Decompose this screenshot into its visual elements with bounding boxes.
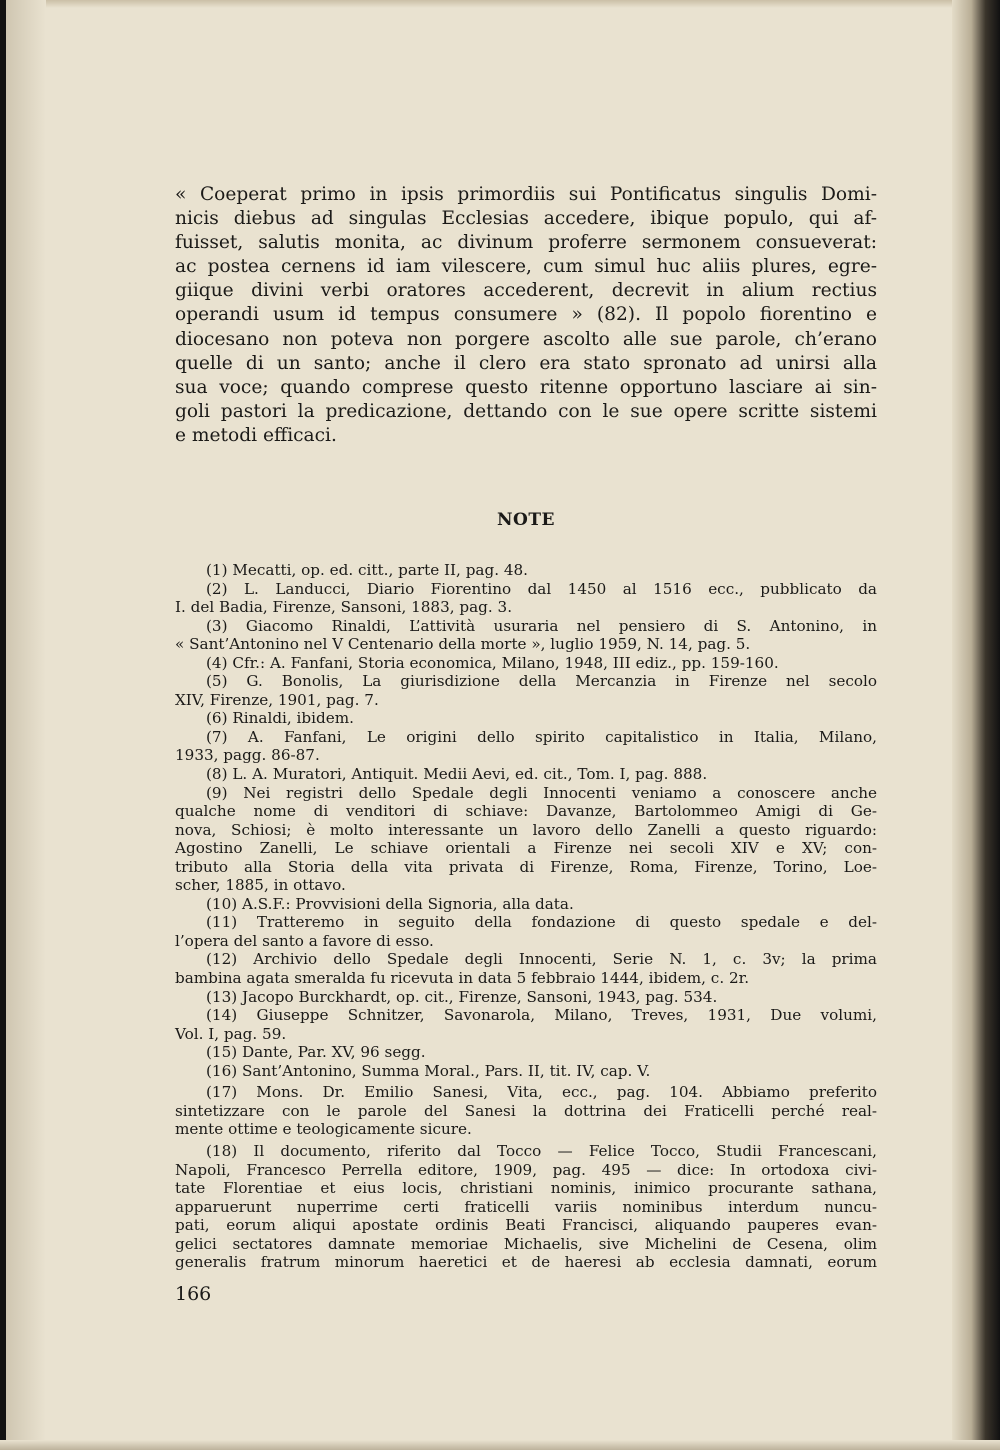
body-line: operandi usum id tempus consumere » (82). Il popolo fiorentino e — [175, 304, 877, 326]
body-line: nicis diebus ad singulas Ecclesias accedere, ibique populo, qui af- — [175, 208, 877, 230]
footnote — [175, 1083, 877, 1139]
footnote-line: (15) Dante, Par. XV, 96 segg. — [206, 1043, 426, 1062]
footnote — [175, 672, 877, 709]
footnote — [175, 1006, 877, 1043]
footnote-line: scher, 1885, in ottavo. — [175, 876, 346, 895]
footnote-line: (17) Mons. Dr. Emilio Sanesi, Vita, ecc., pag. 104. Abbiamo preferito — [206, 1083, 877, 1102]
body-paragraph — [175, 183, 877, 448]
footnote — [175, 950, 877, 987]
footnote-line: Napoli, Francesco Perrella editore, 1909, pag. 495 — dice: In ortodoxa civi- — [175, 1160, 877, 1179]
footnote-line: XIV, Firenze, 1901, pag. 7. — [175, 690, 379, 709]
footnote — [175, 709, 877, 728]
page-top-edge — [0, 0, 1000, 8]
footnote-line: (10) A.S.F.: Provvisioni della Signoria, alla data. — [206, 894, 574, 913]
footnote — [175, 988, 877, 1007]
footnote — [175, 654, 877, 673]
footnote-line: tributo alla Storia della vita privata di Firenze, Roma, Firenze, Torino, Loe- — [175, 857, 877, 876]
footnote-line: generalis fratrum minorum haeretici et de haeresi ab ecclesia damnati, eorum — [175, 1253, 877, 1272]
footnote-line: nova, Schiosi; è molto interessante un lavoro dello Zanelli a questo riguardo: — [175, 820, 877, 839]
footnote-line: 1933, pagg. 86-87. — [175, 746, 320, 765]
body-line: ac postea cernens id iam vilescere, cum simul huc aliis plures, egre- — [175, 256, 877, 278]
footnote-line: sintetizzare con le parole del Sanesi la dottrina dei Fraticelli perché real- — [175, 1101, 877, 1120]
footnote — [175, 784, 877, 895]
page-right-edge — [952, 0, 1000, 1450]
footnote-line: pati, eorum aliqui apostate ordinis Beati Francisci, aliquando pauperes evan- — [175, 1216, 877, 1235]
body-line: sua voce; quando comprese questo ritenne opportuno lasciare ai sin- — [175, 376, 877, 398]
footnote-line: (1) Mecatti, op. ed. citt., parte II, pag. 48. — [206, 561, 529, 579]
footnote-line: bambina agata smeralda fu ricevuta in data 5 febbraio 1444, ibidem, c. 2r. — [175, 969, 750, 988]
footnote-line: tate Florentiae et eius locis, christiani nominis, inimico procurante sathana, — [175, 1179, 877, 1198]
footnote-line: gelici sectatores damnate memoriae Michaelis, sive Michelini de Cesena, olim — [175, 1234, 877, 1253]
footnote — [175, 580, 877, 617]
footnote — [175, 1043, 877, 1062]
footnote-line: (12) Archivio dello Spedale degli Innocenti, Serie N. 1, c. 3v; la prima — [206, 950, 877, 969]
footnote-line: (9) Nei registri dello Spedale degli Innocenti veniamo a conoscere anche — [206, 783, 877, 802]
footnote-line: (2) L. Landucci, Diario Fiorentino dal 1450 al 1516 ecc., pubblicato da — [206, 579, 877, 598]
footnote-line: l’opera del santo a favore di esso. — [175, 931, 434, 950]
body-line: giique divini verbi oratores accederent, decrevit in alium rectius — [175, 280, 877, 302]
footnote-line: (3) Giacomo Rinaldi, L’attività usuraria nel pensiero di S. Antonino, in — [206, 616, 877, 635]
footnote — [175, 617, 877, 654]
footnote-line: apparuerunt nuperrime certi fraticelli variis nominibus interdum nuncu- — [175, 1197, 877, 1216]
footnote-line: Agostino Zanelli, Le schiave orientali a Firenze nei secoli XIV e XV; con- — [175, 839, 877, 858]
footnote-line: (8) L. A. Muratori, Antiquit. Medii Aevi, ed. cit., Tom. I, pag. 888. — [206, 765, 708, 784]
page-bottom-edge — [0, 1440, 1000, 1450]
body-line: fuisset, salutis monita, ac divinum proferre sermonem consueverat: — [175, 232, 877, 254]
notes-heading: NOTE — [497, 510, 555, 530]
footnotes — [175, 561, 877, 1272]
body-line: quelle di un santo; anche il clero era stato spronato ad unirsi alla — [175, 352, 877, 374]
footnote-line: (7) A. Fanfani, Le origini dello spirito capitalistico in Italia, Milano, — [206, 727, 877, 746]
footnote — [175, 913, 877, 950]
body-line: « Coeperat primo in ipsis primordiis sui Pontificatus singulis Domi- — [175, 184, 877, 205]
footnote-line: (6) Rinaldi, ibidem. — [206, 709, 354, 728]
footnote-line: (4) Cfr.: A. Fanfani, Storia economica, Milano, 1948, III ediz., pp. 159-160. — [206, 653, 779, 672]
footnote-line: « Sant’Antonino nel V Centenario della morte », luglio 1959, N. 14, pag. 5. — [175, 635, 751, 654]
footnote-line: (11) Tratteremo in seguito della fondazione di questo spedale e del- — [206, 913, 877, 932]
footnote — [175, 765, 877, 784]
footnote — [175, 1142, 877, 1272]
page-gutter — [6, 0, 46, 1450]
footnote-line: (13) Jacopo Burckhardt, op. cit., Firenze, Sansoni, 1943, pag. 534. — [206, 987, 718, 1006]
footnote — [175, 561, 877, 580]
footnote-line: I. del Badia, Firenze, Sansoni, 1883, pag. 3. — [175, 598, 513, 617]
footnote-line: (5) G. Bonolis, La giurisdizione della Mercanzia in Firenze nel secolo — [206, 672, 877, 691]
body-line: goli pastori la predicazione, dettando con le sue opere scritte sistemi — [175, 400, 877, 422]
footnote-line: qualche nome di venditori di schiave: Davanze, Bartolommeo Amigi di Ge- — [175, 802, 877, 821]
footnote-line: mente ottime e teologicamente sicure. — [175, 1120, 472, 1139]
body-line: e metodi efficaci. — [175, 424, 337, 446]
page-number: 166 — [175, 1283, 212, 1305]
footnote — [175, 1062, 877, 1081]
footnote-line: Vol. I, pag. 59. — [175, 1024, 287, 1043]
footnote — [175, 895, 877, 914]
footnote-line: (18) Il documento, riferito dal Tocco — Felice Tocco, Studii Francescani, — [206, 1141, 877, 1160]
footnote — [175, 728, 877, 765]
footnote-line: (16) Sant’Antonino, Summa Moral., Pars. II, tit. IV, cap. V. — [206, 1061, 651, 1080]
footnote-line: (14) Giuseppe Schnitzer, Savonarola, Milano, Treves, 1931, Due volumi, — [206, 1006, 877, 1025]
body-line: diocesano non poteva non porgere ascolto alle sue parole, ch’erano — [175, 328, 877, 350]
